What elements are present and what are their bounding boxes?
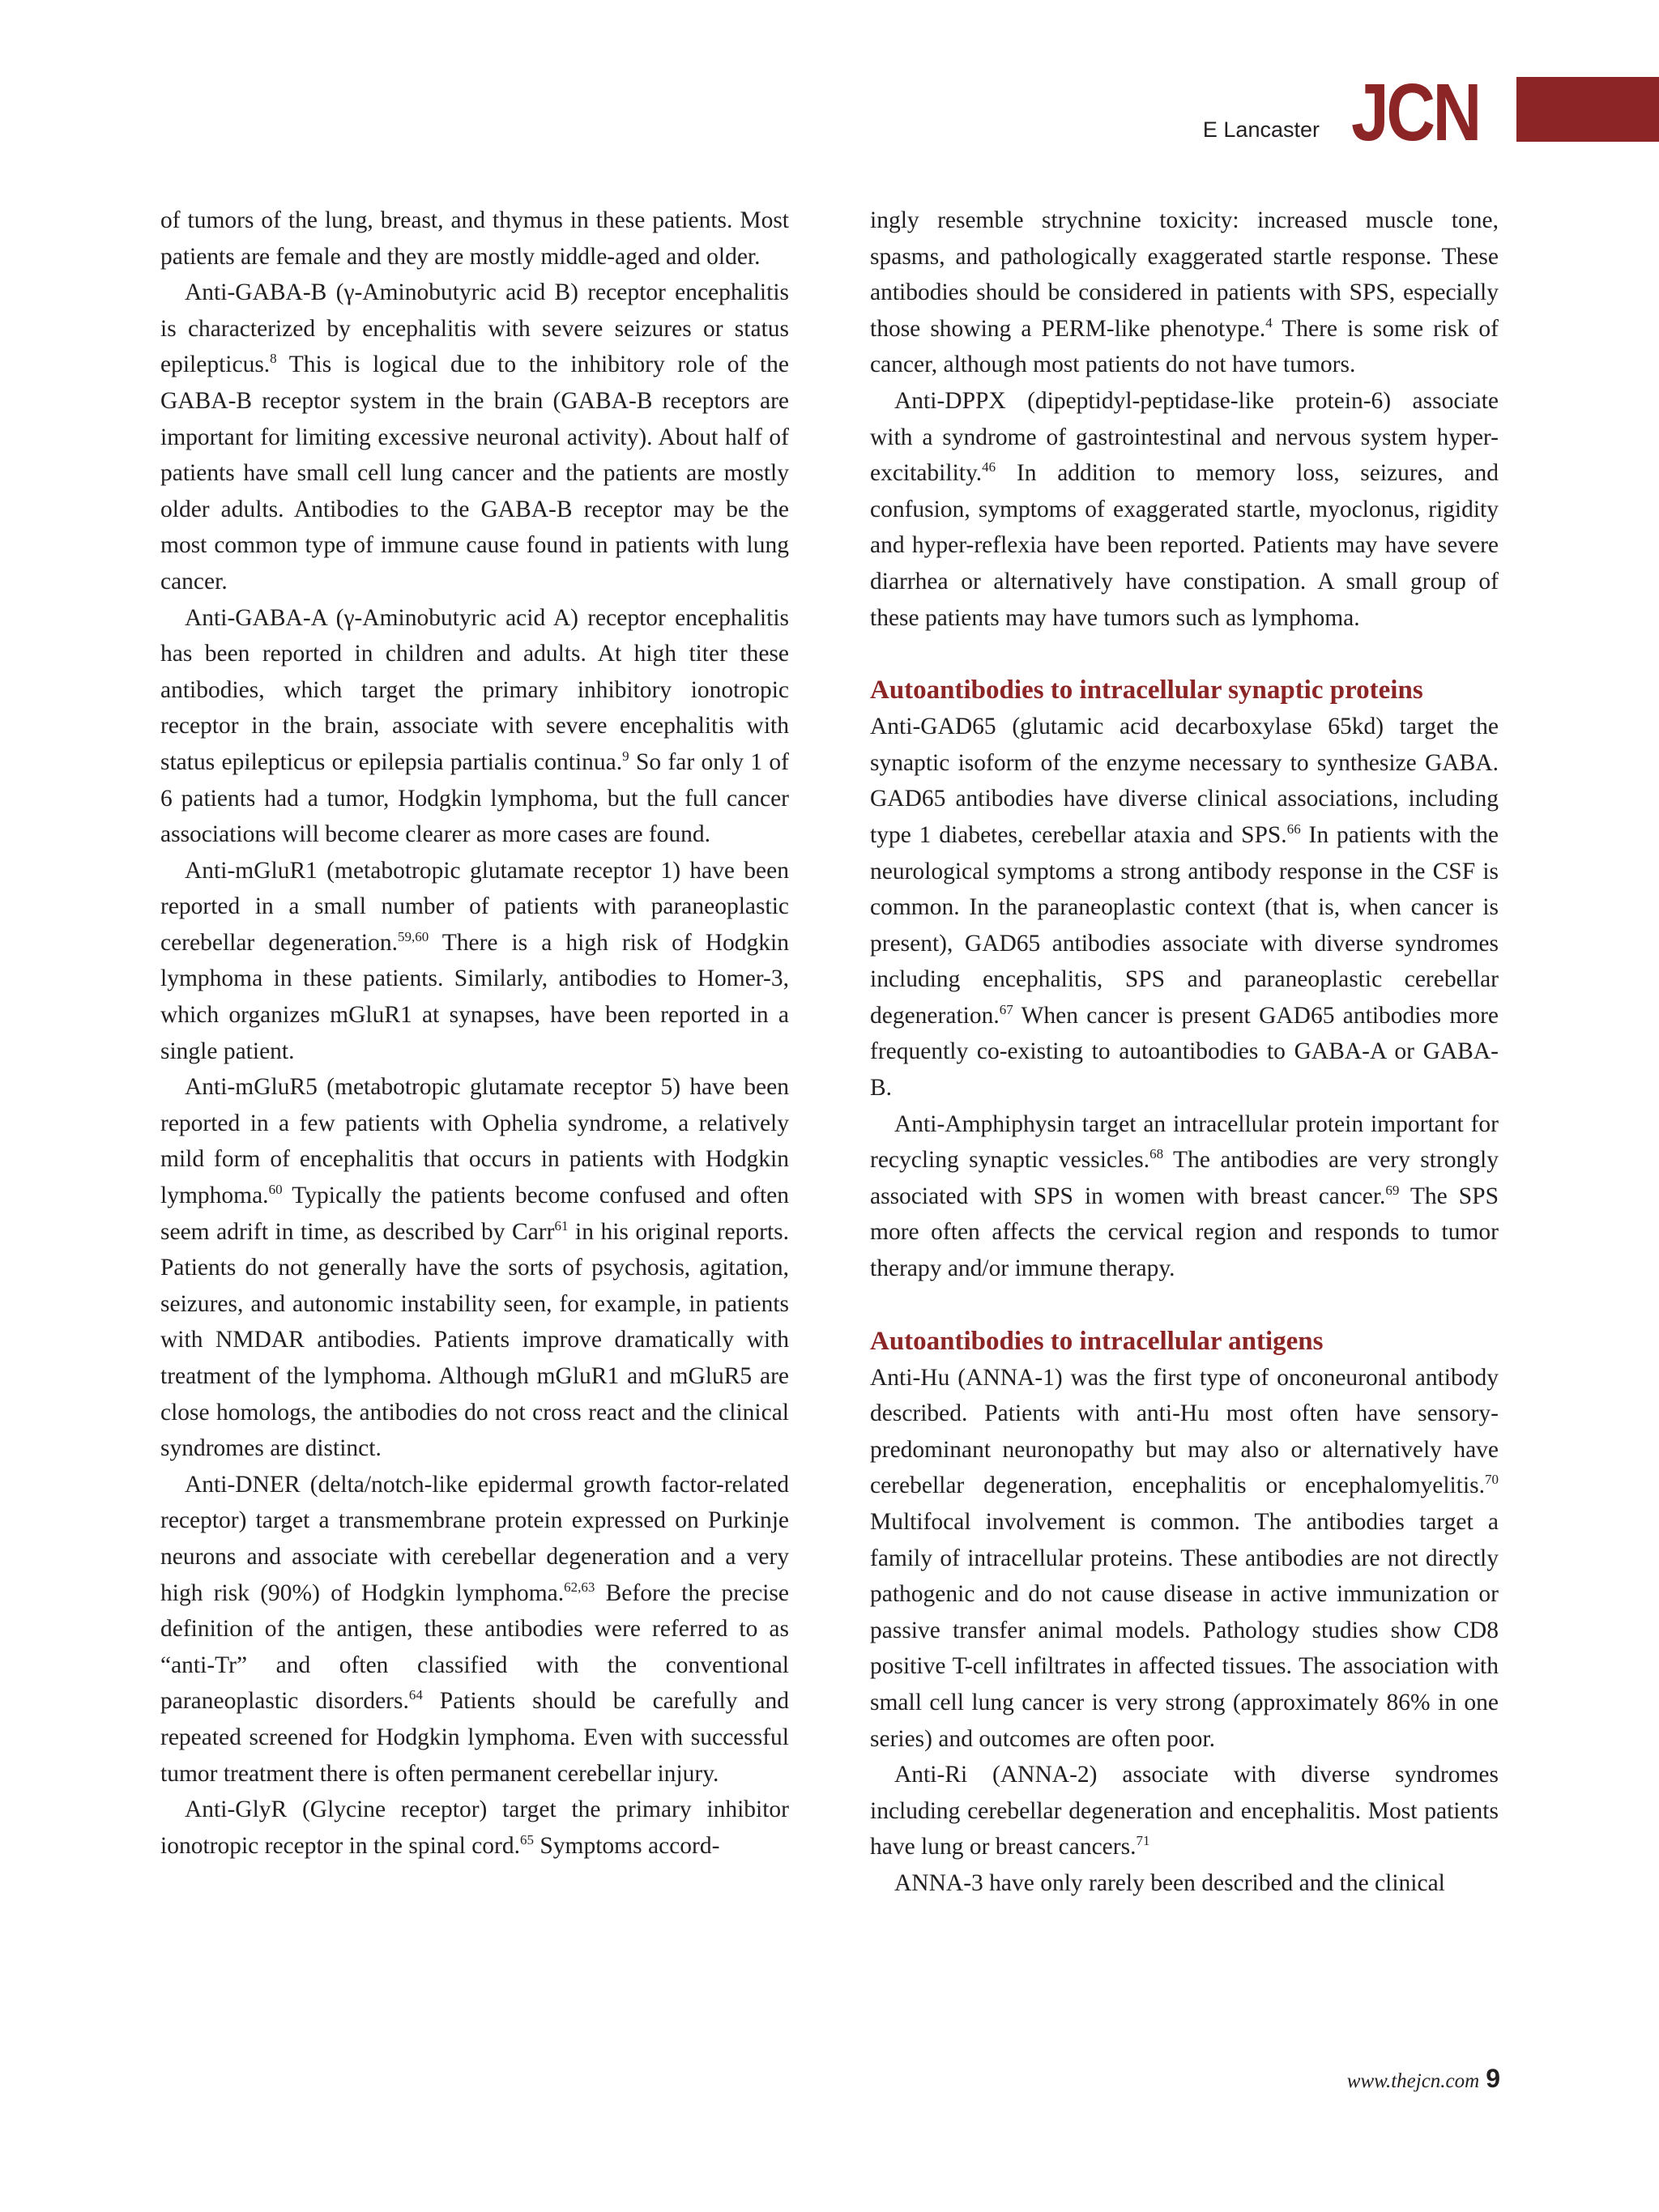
citation-superscript: 67 [999, 1001, 1013, 1017]
paragraph-text: Anti-mGluR1 (metabotropic glutamate receptor 1) have been reported in a small number of patients with paraneoplastic cerebellar degeneration. [160, 857, 789, 956]
body-paragraph [160, 275, 789, 599]
citation-superscript: 69 [1385, 1182, 1400, 1198]
body-paragraph [160, 202, 789, 275]
section-spacer [870, 636, 1499, 671]
body-paragraph [870, 1106, 1499, 1287]
paragraph-text: There is some risk of cancer, although most patients do not have tumors. [870, 315, 1499, 378]
citation-superscript: 46 [982, 459, 996, 475]
paragraph-text: This is logical due to the inhibitory role of the GABA-B receptor system in the brain (GABA-B receptors are important for limiting excessive neuronal activity). About half of patients have small cell lung cancer and the patients are mostly older adults. Antibodies to the GABA-B receptor may be the most common type of immune cause found in patients with lung cancer. [160, 352, 789, 595]
paragraph-text: Anti-GABA-B (γ-Aminobutyric acid B) receptor encephalitis is characterized by encephalitis with severe seizures or status epilepticus. [160, 279, 789, 378]
paragraph-text: Typically the patients become confused and often seem adrift in time, as described by Carr [160, 1183, 789, 1245]
paragraph-text: Symptoms accord- [534, 1832, 720, 1859]
section-heading: Autoantibodies to intracellular antigens [870, 1326, 1324, 1356]
left-column [160, 202, 789, 1864]
header-color-band [1516, 77, 1659, 142]
citation-superscript: 60 [268, 1182, 283, 1198]
section-heading: Autoantibodies to intracellular synaptic proteins [870, 676, 1423, 705]
paragraph-text: Multifocal involvement is common. The antibodies target a family of intracellular proteins. These antibodies are not directly pathogenic and do not cause disease in active immunization or passive transfer animal models. Pathology studies show CD8 positive T-cell infiltrates in affected tissues. The association with small cell lung cancer is very strong (approximately 86% in one series) and outcomes are often poor. [870, 1509, 1499, 1752]
body-paragraph [870, 202, 1499, 383]
paragraph-text: of tumors of the lung, breast, and thymus in these patients. Most patients are female and they are mostly middle-aged and older. [160, 207, 789, 270]
paragraph-text: Anti-DPPX (dipeptidyl-peptidase-like protein-6) associate with a syndrome of gastrointestinal and nervous system hyper-excitability. [870, 387, 1499, 487]
paragraph-text: Anti-GABA-A (γ-Aminobutyric acid A) receptor encephalitis has been reported in children and adults. At high titer these antibodies, which target the primary inhibitory ionotropic receptor in the brain, associate with severe encephalitis with status epilepticus or epilepsia partialis continua. [160, 604, 789, 775]
citation-superscript: 61 [554, 1217, 569, 1234]
paragraph-text: The antibodies are very strongly associated with SPS in women with breast cancer. [870, 1147, 1499, 1209]
page-number: 9 [1486, 2064, 1500, 2093]
paragraph-text: Anti-Amphiphysin target an intracellular protein important for recycling synaptic vessicles. [870, 1110, 1499, 1174]
paragraph-text: The SPS more often affects the cervical region and responds to tumor therapy and/or immune therapy. [870, 1183, 1499, 1282]
body-paragraph [160, 1467, 789, 1792]
body-paragraph [870, 1865, 1499, 1902]
paragraph-text: In patients with the neurological symptoms a strong antibody response in the CSF is common. In the paraneoplastic context (that is, when cancer is present), GAD65 antibodies associate with diverse syndromes including encephalitis, SPS and paraneoplastic cerebellar degeneration. [870, 821, 1499, 1029]
body-paragraph [870, 1757, 1499, 1865]
paragraph-text: There is a high risk of Hodgkin lymphoma in these patients. Similarly, antibodies to Homer-3, which organizes mGluR1 at synapses, have been reported in a single patient. [160, 929, 789, 1064]
body-paragraph [870, 709, 1499, 1106]
paragraph-text: in his original reports. Patients do not generally have the sorts of psychosis, agitation, seizures, and autonomic instability seen, for example, in patients with NMDAR antibodies. Patients improve dramatically with treatment of the lymphoma. Although mGluR1 and mGluR5 are close homologs, the antibodies do not cross react and the clinical syndromes are distinct. [160, 1218, 789, 1462]
paragraph-text: Anti-Hu (ANNA-1) was the first type of onconeuronal antibody described. Patients with anti-Hu most often have sensory-predominant neuronopathy but may also or alternatively have cerebellar degeneration, encephalitis or encephalomyelitis. [870, 1364, 1499, 1499]
citation-superscript: 8 [270, 351, 277, 367]
citation-superscript: 4 [1265, 314, 1273, 330]
paragraph-text: Anti-GlyR (Glycine receptor) target the primary inhibitor ionotropic receptor in the spinal cord. [160, 1796, 789, 1859]
journal-logo: JCN [1351, 67, 1479, 158]
body-paragraph [870, 1360, 1499, 1758]
paragraph-text: Anti-Ri (ANNA-2) associate with diverse syndromes including cerebellar degeneration and encephalitis. Most patients have lung or breast cancers. [870, 1762, 1499, 1860]
citation-superscript: 71 [1136, 1833, 1150, 1849]
body-paragraph [160, 600, 789, 853]
body-paragraph [160, 1069, 789, 1467]
paragraph-text: So far only 1 of 6 patients had a tumor, Hodgkin lymphoma, but the full cancer associations will become clearer as more cases are found. [160, 748, 789, 848]
citation-superscript: 65 [520, 1831, 534, 1848]
citation-superscript: 62,63 [564, 1579, 595, 1595]
running-head-author: E Lancaster [1202, 117, 1320, 142]
paragraph-text: Anti-GAD65 (glutamic acid decarboxylase 65kd) target the synaptic isoform of the enzyme necessary to synthesize GABA. GAD65 antibodies have diverse clinical associations, including type 1 diabetes, cerebellar ataxia and SPS. [870, 714, 1499, 848]
citation-superscript: 9 [622, 748, 629, 764]
paragraph-text: In addition to memory loss, seizures, and confusion, symptoms of exaggerated startle, myoclonus, rigidity and hyper-reflexia have been reported. Patients may have severe diarrhea or alternatively have constipation. A small group of these patients may have tumors such as lymphoma. [870, 460, 1499, 631]
paragraph-text: Before the precise definition of the antigen, these antibodies were referred to as “anti-Tr” and often classified with the conventional paraneoplastic disorders. [160, 1579, 789, 1715]
page-footer [1347, 2064, 1500, 2094]
citation-superscript: 64 [408, 1687, 423, 1703]
running-header [0, 67, 1659, 158]
citation-superscript: 70 [1485, 1472, 1499, 1488]
citation-superscript: 66 [1286, 820, 1301, 837]
paragraph-text: When cancer is present GAD65 antibodies more frequently co-existing to autoantibodies to GABA-A or GABA-B. [870, 1002, 1499, 1102]
right-column [870, 202, 1499, 1902]
journal-url: www.thejcn.com [1346, 2070, 1480, 2092]
paragraph-text: Patients should be carefully and repeated screened for Hodgkin lymphoma. Even with successful tumor treatment there is often permanent cerebellar injury. [160, 1688, 789, 1787]
paragraph-text: Anti-DNER (delta/notch-like epidermal growth factor-related receptor) target a transmembrane protein expressed on Purkinje neurons and associate with cerebellar degeneration and a very high risk (90%) of Hodgkin lymphoma. [160, 1471, 789, 1606]
citation-superscript: 59,60 [398, 928, 429, 944]
section-spacer [870, 1287, 1499, 1323]
citation-superscript: 68 [1149, 1146, 1164, 1162]
paragraph-text: Anti-mGluR5 (metabotropic glutamate receptor 5) have been reported in a few patients with Ophelia syndrome, a relatively mild form of encephalitis that occurs in patients with Hodgkin lymphoma. [160, 1074, 789, 1209]
paragraph-text: ingly resemble strychnine toxicity: increased muscle tone, spasms, and pathologically exaggerated startle response. These antibodies should be considered in patients with SPS, especially those showing a PERM-like phenotype. [870, 207, 1499, 342]
body-paragraph [870, 383, 1499, 636]
body-paragraph [160, 853, 789, 1070]
body-paragraph [160, 1792, 789, 1864]
paragraph-text: ANNA-3 have only rarely been described and the clinical [894, 1869, 1445, 1896]
